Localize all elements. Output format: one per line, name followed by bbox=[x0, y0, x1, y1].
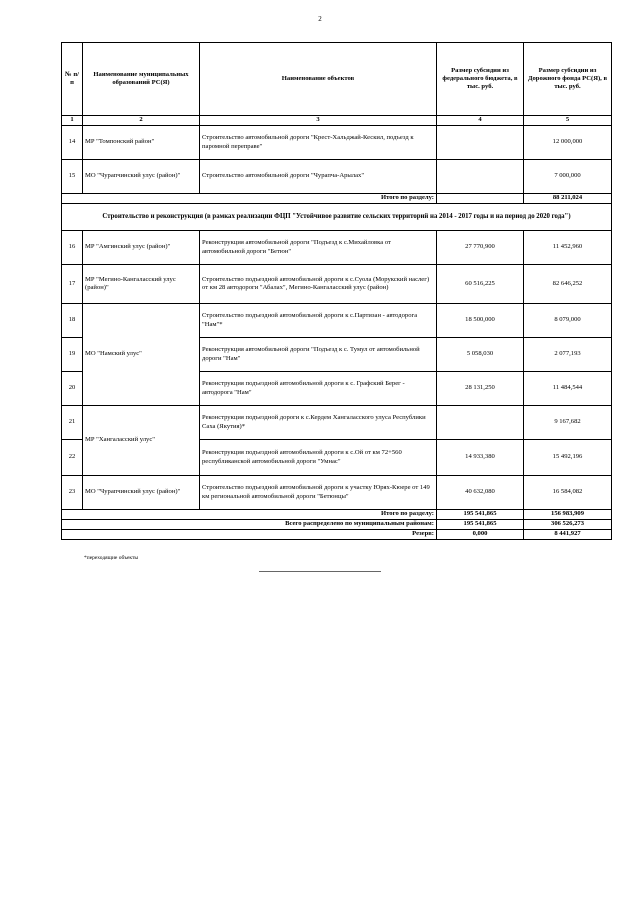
reserve-federal: 0,000 bbox=[437, 530, 524, 540]
row-municipality: МР "Томпонский район" bbox=[83, 126, 200, 160]
row-municipality: МР "Амгинский улус (район)" bbox=[83, 231, 200, 265]
col-number: 2 bbox=[83, 116, 200, 126]
row-object: Строительство подъездной автомобильной дороги к с.Суола (Морукский наслег) от км 28 автодороги "Абалах", Мегино-Кангаласский улус (район) bbox=[200, 265, 437, 304]
row-road-fund: 15 492,196 bbox=[524, 440, 612, 476]
grand-total-road-fund: 306 526,273 bbox=[524, 520, 612, 530]
header-federal: Размер субсидии из федерального бюджета, в тыс. руб. bbox=[437, 43, 524, 116]
row-num: 16 bbox=[62, 231, 83, 265]
row-federal bbox=[437, 126, 524, 160]
row-num: 15 bbox=[62, 160, 83, 194]
row-object: Реконструкция автомобильной дороги "Подъезд к с.Михайловка от автомобильной дороги "Бетюн" bbox=[200, 231, 437, 265]
row-federal bbox=[437, 160, 524, 194]
row-municipality: МО "Чурапчинский улус (район)" bbox=[83, 476, 200, 510]
row-federal: 60 516,225 bbox=[437, 265, 524, 304]
row-object: Реконструкция подъездной автомобильной дороги к с. Графский Берег - автодорога "Нам" bbox=[200, 372, 437, 406]
table-row bbox=[62, 160, 612, 194]
col-number: 1 bbox=[62, 116, 83, 126]
grand-total-federal: 195 541,865 bbox=[437, 520, 524, 530]
header-object: Наименование объектов bbox=[200, 43, 437, 116]
section-total-federal bbox=[437, 194, 524, 204]
header-municipality: Наименование муниципальных образований РС(Я) bbox=[83, 43, 200, 116]
row-object: Строительство автомобильной дороги "Чурапча-Арылах" bbox=[200, 160, 437, 194]
grand-total-row bbox=[62, 520, 612, 530]
section-total-label: Итого по разделу: bbox=[62, 194, 437, 204]
row-federal: 27 770,900 bbox=[437, 231, 524, 265]
row-road-fund: 11 484,544 bbox=[524, 372, 612, 406]
row-road-fund: 2 077,193 bbox=[524, 338, 612, 372]
row-municipality: МО "Чурапчинский улус (район)" bbox=[83, 160, 200, 194]
table-row bbox=[62, 231, 612, 265]
row-object: Строительство подъездной автомобильной дороги к с.Партизан - автодорога "Нам"* bbox=[200, 304, 437, 338]
row-object: Реконструкция автомобильной дороги "Подъезд к с. Тумул от автомобильной дороги "Нам" bbox=[200, 338, 437, 372]
row-road-fund: 11 452,960 bbox=[524, 231, 612, 265]
col-number: 5 bbox=[524, 116, 612, 126]
header-road-fund: Размер субсидии из Дорожного фонда РС(Я), в тыс. руб. bbox=[524, 43, 612, 116]
row-road-fund: 12 000,000 bbox=[524, 126, 612, 160]
section-total-row bbox=[62, 194, 612, 204]
row-num: 14 bbox=[62, 126, 83, 160]
row-road-fund: 16 584,082 bbox=[524, 476, 612, 510]
reserve-label: Резерв: bbox=[62, 530, 437, 540]
section-total-road-fund: 88 211,024 bbox=[524, 194, 612, 204]
table-row bbox=[62, 476, 612, 510]
row-num: 21 bbox=[62, 406, 83, 440]
row-road-fund: 82 646,252 bbox=[524, 265, 612, 304]
row-federal: 40 632,080 bbox=[437, 476, 524, 510]
row-federal: 14 933,380 bbox=[437, 440, 524, 476]
column-numbers-row bbox=[62, 116, 612, 126]
row-num: 20 bbox=[62, 372, 83, 406]
section-heading-row bbox=[62, 204, 612, 231]
section-total-federal: 195 541,865 bbox=[437, 510, 524, 520]
row-num: 18 bbox=[62, 304, 83, 338]
page-number: 2 bbox=[318, 15, 322, 23]
row-federal: 5 058,030 bbox=[437, 338, 524, 372]
col-number: 3 bbox=[200, 116, 437, 126]
section-total-label: Итого по разделу: bbox=[62, 510, 437, 520]
footnote: *переходящие объекты bbox=[84, 555, 139, 561]
header-num: № п/п bbox=[62, 43, 83, 116]
row-object: Реконструкция подъездной автомобильной дороги к с.Ой от км 72+560 республиканской автомобильной дороги "Умнас" bbox=[200, 440, 437, 476]
row-object: Строительство подъездной автомобильной дороги к участку Юрях-Кюере от 149 км региональной автомобильной дороги "Бетюнцы" bbox=[200, 476, 437, 510]
row-federal bbox=[437, 406, 524, 440]
section-total-row bbox=[62, 510, 612, 520]
table-row bbox=[62, 126, 612, 160]
row-municipality: МО "Намский улус" bbox=[83, 304, 200, 406]
row-num: 23 bbox=[62, 476, 83, 510]
bottom-divider bbox=[259, 571, 381, 572]
row-num: 22 bbox=[62, 440, 83, 476]
row-road-fund: 7 000,000 bbox=[524, 160, 612, 194]
row-object: Реконструкция подъездной дороги к с.Кердем Хангаласского улуса Республики Саха (Якутия)* bbox=[200, 406, 437, 440]
section-total-road-fund: 156 983,909 bbox=[524, 510, 612, 520]
table-row bbox=[62, 265, 612, 304]
subsidy-table bbox=[61, 42, 612, 540]
table-row bbox=[62, 406, 612, 440]
table-row bbox=[62, 304, 612, 338]
row-num: 17 bbox=[62, 265, 83, 304]
row-municipality: МР "Хангаласский улус" bbox=[83, 406, 200, 476]
row-road-fund: 8 079,000 bbox=[524, 304, 612, 338]
row-municipality: МР "Мегино-Кангаласский улус (район)" bbox=[83, 265, 200, 304]
row-federal: 28 131,250 bbox=[437, 372, 524, 406]
header-row bbox=[62, 43, 612, 116]
section-heading: Строительство и реконструкция (в рамках реализации ФЦП "Устойчивое развитие сельских территорий на 2014 - 2017 годы и на период до 2020 года") bbox=[62, 204, 612, 231]
grand-total-label: Всего распределено по муниципальным районам: bbox=[62, 520, 437, 530]
row-road-fund: 9 167,682 bbox=[524, 406, 612, 440]
row-num: 19 bbox=[62, 338, 83, 372]
col-number: 4 bbox=[437, 116, 524, 126]
reserve-road-fund: 8 441,927 bbox=[524, 530, 612, 540]
row-federal: 18 500,000 bbox=[437, 304, 524, 338]
row-object: Строительство автомобильной дороги "Крест-Хальджай-Кескил, подъезд к паромной переправе" bbox=[200, 126, 437, 160]
reserve-row bbox=[62, 530, 612, 540]
